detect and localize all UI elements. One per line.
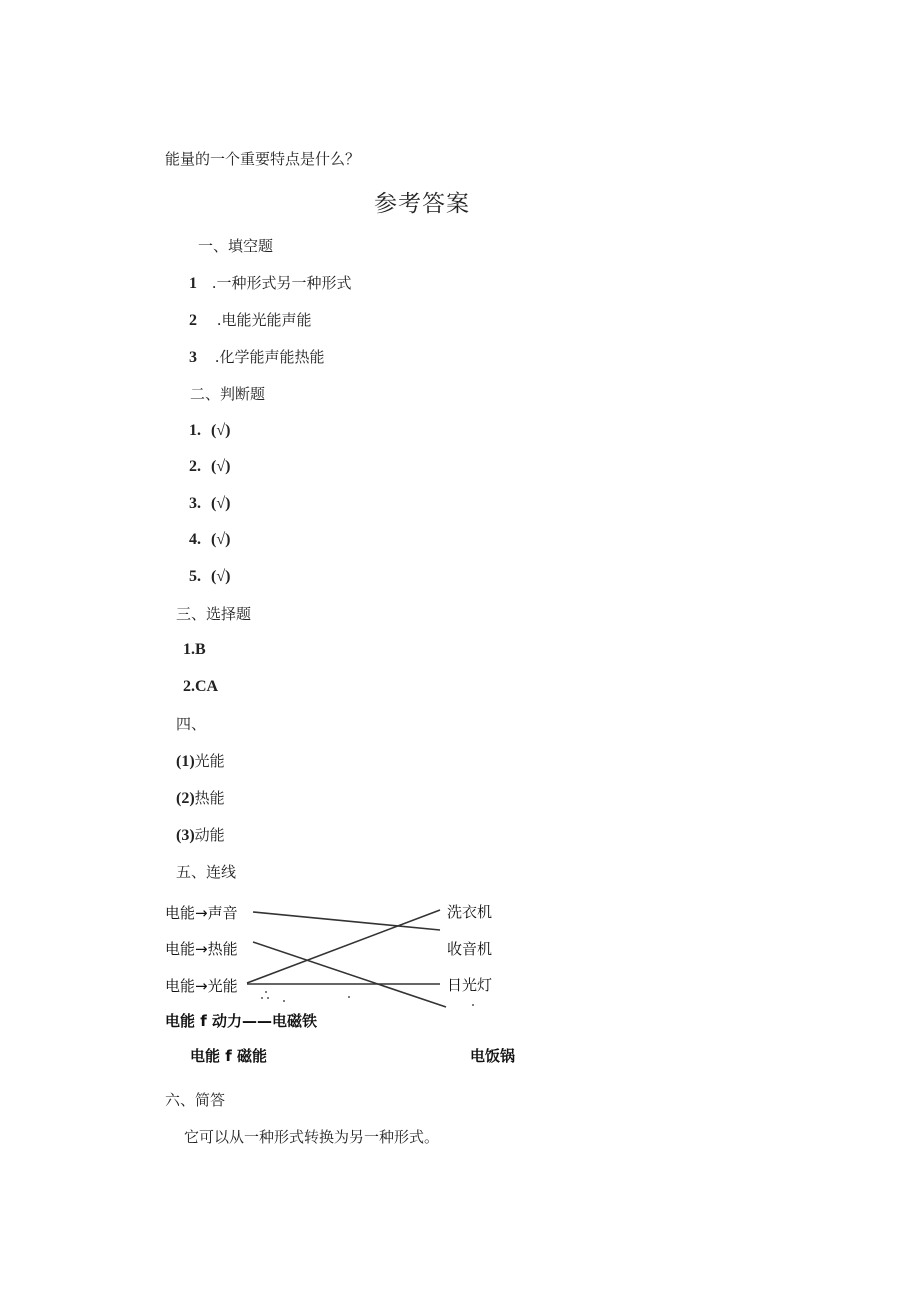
item-number: 1 bbox=[189, 275, 197, 292]
match-extra-left-2: 电能 f 磁能 bbox=[190, 1047, 267, 1065]
short-answer: 它可以从一种形式转换为另一种形式。 bbox=[184, 1128, 440, 1146]
item-number: (2) bbox=[176, 790, 195, 807]
section-heading-match: 五、连线 bbox=[176, 863, 237, 881]
list-item: 2.CA bbox=[183, 678, 219, 695]
stray-dot bbox=[261, 997, 263, 999]
match-right-item: 收音机 bbox=[447, 940, 493, 958]
list-item bbox=[176, 826, 225, 845]
match-right-item: 洗衣机 bbox=[447, 903, 493, 921]
list-item bbox=[189, 458, 230, 476]
match-left-item: 电能→声音 bbox=[165, 904, 238, 922]
item-number: 2. bbox=[189, 458, 201, 475]
question-text: 能量的一个重要特点是什么？ bbox=[165, 150, 361, 168]
stray-dot bbox=[283, 1000, 285, 1002]
match-line bbox=[253, 942, 446, 1007]
section-heading-judge: 二、判断题 bbox=[190, 385, 266, 403]
stray-dot bbox=[472, 1004, 474, 1006]
item-number: (3) bbox=[176, 827, 195, 844]
list-item bbox=[189, 568, 230, 586]
item-text: 热能 bbox=[194, 789, 225, 807]
list-item bbox=[189, 311, 312, 330]
section-heading-fill: 一、填空题 bbox=[198, 237, 274, 255]
list-item bbox=[189, 495, 230, 513]
stray-dot bbox=[265, 991, 267, 993]
item-number: 2 bbox=[189, 312, 197, 329]
section-heading-four: 四、 bbox=[176, 715, 207, 733]
match-right-item: 日光灯 bbox=[447, 976, 493, 994]
item-text: 动能 bbox=[194, 826, 225, 844]
section-heading-short: 六、简答 bbox=[165, 1091, 226, 1109]
item-text: .电能光能声能 bbox=[216, 311, 312, 329]
list-item bbox=[189, 531, 230, 549]
match-left-item: 电能→光能 bbox=[165, 977, 238, 995]
check-mark: (√) bbox=[211, 422, 231, 439]
match-line bbox=[247, 910, 440, 983]
check-mark: (√) bbox=[211, 568, 231, 585]
item-number: 3. bbox=[189, 495, 201, 512]
item-number: 3 bbox=[189, 349, 197, 366]
page-title: 参考答案 bbox=[374, 191, 470, 217]
list-item: 1.B bbox=[183, 641, 206, 658]
item-text: .一种形式另一种形式 bbox=[211, 274, 352, 292]
item-number: (1) bbox=[176, 753, 195, 770]
section-heading-choice: 三、选择题 bbox=[176, 605, 252, 623]
item-number: 1. bbox=[189, 422, 201, 439]
list-item bbox=[189, 274, 352, 293]
list-item bbox=[189, 422, 230, 440]
stray-dot bbox=[267, 997, 269, 999]
match-extra-right: 电饭锅 bbox=[470, 1047, 516, 1065]
item-number: 5. bbox=[189, 568, 201, 585]
match-line bbox=[253, 912, 440, 930]
list-item bbox=[176, 789, 225, 808]
check-mark: (√) bbox=[211, 531, 231, 548]
item-text: 光能 bbox=[194, 752, 225, 770]
stray-dot bbox=[348, 996, 350, 998]
item-number: 4. bbox=[189, 531, 201, 548]
list-item bbox=[176, 752, 225, 771]
list-item bbox=[189, 348, 325, 367]
item-text: .化学能声能热能 bbox=[214, 348, 325, 366]
check-mark: (√) bbox=[211, 458, 231, 475]
match-left-item: 电能→热能 bbox=[165, 940, 238, 958]
match-extra-left: 电能 f 动力——电磁铁 bbox=[165, 1012, 317, 1030]
check-mark: (√) bbox=[211, 495, 231, 512]
